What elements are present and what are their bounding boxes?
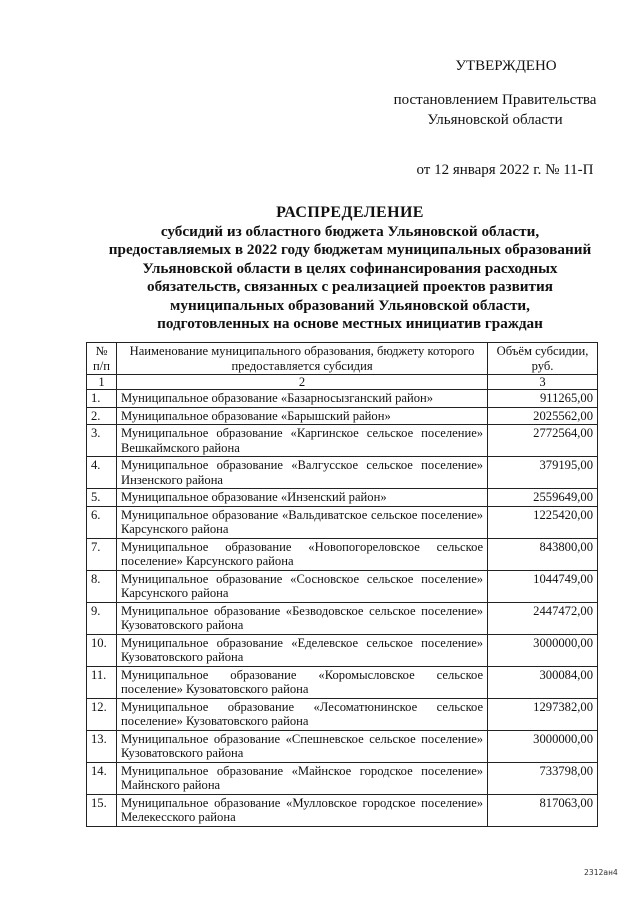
row-number: 4.	[87, 457, 117, 489]
title-line: субсидий из областного бюджета Ульяновской области,	[160, 222, 540, 240]
title-line: предоставляемых в 2022 году бюджетам муниципальных образований	[108, 241, 592, 258]
row-name: Муниципальное образование «Вальдиватское сельское поселение» Карсунского района	[116, 506, 487, 538]
row-name: Муниципальное образование «Безводовское сельское поселение» Кузоватовского района	[116, 602, 487, 634]
title-line: муниципальных образований Ульяновской области,	[170, 296, 530, 314]
title-main: РАСПРЕДЕЛЕНИЕ	[276, 204, 424, 221]
row-name: Муниципальное образование «Новопогореловское сельское поселение» Карсунского района	[116, 538, 487, 570]
table-row	[87, 390, 598, 408]
document-title	[100, 204, 600, 334]
table-row	[87, 538, 598, 570]
approval-line-2: Ульяновской области	[427, 112, 563, 128]
row-number: 15.	[87, 794, 117, 826]
table-row	[87, 698, 598, 730]
title-line: обязательств, связанных с реализацией проектов развития	[147, 278, 553, 295]
footer-code: 2312ан4	[584, 868, 618, 877]
row-amount: 2559649,00	[488, 489, 598, 507]
header-name: Наименование муниципального образования, бюджету которого предоставляется субсидия	[116, 343, 487, 375]
table-row	[87, 634, 598, 666]
row-name: Муниципальное образование «Базарносызганский район»	[116, 390, 487, 408]
row-number: 14.	[87, 762, 117, 794]
row-number: 1.	[87, 390, 117, 408]
row-amount: 2447472,00	[488, 602, 598, 634]
row-name: Муниципальное образование «Лесоматюнинское сельское поселение» Кузоватовского района	[116, 698, 487, 730]
row-amount: 1297382,00	[488, 698, 598, 730]
row-amount: 843800,00	[488, 538, 598, 570]
row-number: 2.	[87, 407, 117, 425]
table-row	[87, 730, 598, 762]
table-row	[87, 570, 598, 602]
row-name: Муниципальное образование «Коромысловское сельское поселение» Кузоватовского района	[116, 666, 487, 698]
table-row	[87, 762, 598, 794]
row-amount: 3000000,00	[488, 730, 598, 762]
row-number: 11.	[87, 666, 117, 698]
row-amount: 3000000,00	[488, 634, 598, 666]
table-row	[87, 489, 598, 507]
row-amount: 1225420,00	[488, 506, 598, 538]
approval-line-1: постановлением Правительства	[393, 92, 597, 108]
row-name: Муниципальное образование «Еделевское сельское поселение» Кузоватовского района	[116, 634, 487, 666]
title-line: Ульяновской области в целях софинансирования расходных	[142, 259, 558, 277]
header-num: № п/п	[87, 343, 117, 375]
column-number-row	[87, 375, 598, 390]
row-number: 8.	[87, 570, 117, 602]
table-row	[87, 425, 598, 457]
column-number: 2	[116, 375, 487, 390]
table-row	[87, 506, 598, 538]
row-number: 10.	[87, 634, 117, 666]
row-number: 6.	[87, 506, 117, 538]
row-name: Муниципальное образование «Каргинское сельское поселение» Вешкаймского района	[116, 425, 487, 457]
row-name: Муниципальное образование «Барышский район»	[116, 407, 487, 425]
row-amount: 733798,00	[488, 762, 598, 794]
table-row	[87, 602, 598, 634]
approval-status: УТВЕРЖДЕНО	[455, 58, 557, 74]
row-amount: 817063,00	[488, 794, 598, 826]
row-name: Муниципальное образование «Майнское городское поселение» Майнского района	[116, 762, 487, 794]
table-header-row	[87, 343, 598, 375]
row-amount: 379195,00	[488, 457, 598, 489]
row-name: Муниципальное образование «Инзенский район»	[116, 489, 487, 507]
row-name: Муниципальное образование «Валгусское сельское поселение» Инзенского района	[116, 457, 487, 489]
row-number: 5.	[87, 489, 117, 507]
subsidy-table	[86, 342, 598, 827]
row-amount: 1044749,00	[488, 570, 598, 602]
row-number: 9.	[87, 602, 117, 634]
column-number: 1	[87, 375, 117, 390]
header-amount: Объём субсидии, руб.	[488, 343, 598, 375]
row-amount: 911265,00	[488, 390, 598, 408]
row-number: 3.	[87, 425, 117, 457]
row-amount: 2025562,00	[488, 407, 598, 425]
table-row	[87, 457, 598, 489]
row-number: 7.	[87, 538, 117, 570]
table-row	[87, 794, 598, 826]
row-number: 12.	[87, 698, 117, 730]
table-row	[87, 666, 598, 698]
row-name: Муниципальное образование «Мулловское городское поселение» Мелекесского района	[116, 794, 487, 826]
column-number: 3	[488, 375, 598, 390]
row-name: Муниципальное образование «Спешневское сельское поселение» Кузоватовского района	[116, 730, 487, 762]
table-row	[87, 407, 598, 425]
row-amount: 300084,00	[488, 666, 598, 698]
approval-block	[380, 56, 610, 180]
row-number: 13.	[87, 730, 117, 762]
row-amount: 2772564,00	[488, 425, 598, 457]
title-line: подготовленных на основе местных инициатив граждан	[157, 315, 543, 332]
row-name: Муниципальное образование «Сосновское сельское поселение» Карсунского района	[116, 570, 487, 602]
approval-date: от 12 января 2022 г. № 11-П	[416, 162, 594, 178]
